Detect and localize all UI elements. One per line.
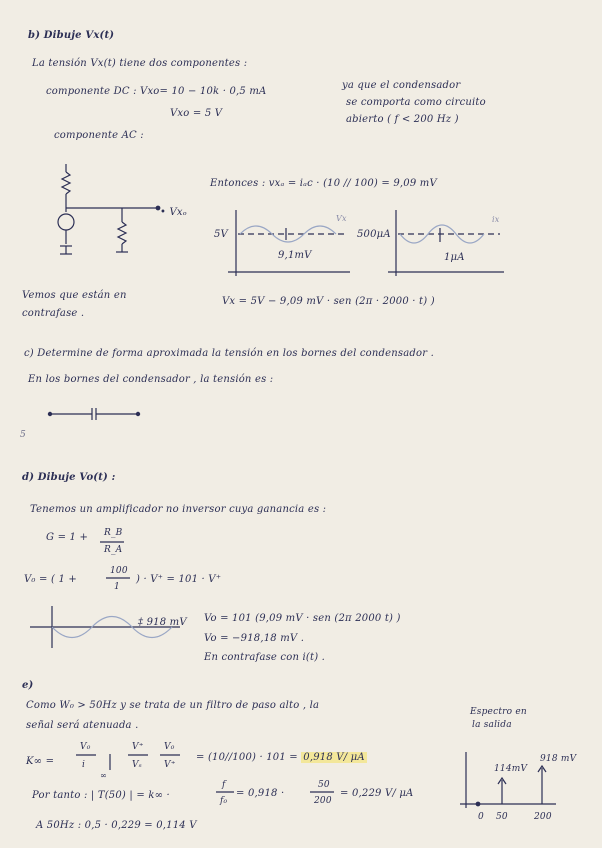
por-tanto-line: Por tanto : | T(50) | = k∞ · bbox=[32, 790, 170, 801]
waveform-2 bbox=[388, 210, 504, 276]
e-text-1: Como W₀ > 50Hz y se trata de un filtro de paso alto , la bbox=[26, 700, 320, 711]
wave2-amp-label: 1μA bbox=[444, 252, 465, 263]
circuit-diagram bbox=[58, 164, 160, 254]
k-infinity-formula: K∞ = bbox=[26, 756, 55, 767]
gain-formula-num: R_B bbox=[104, 528, 123, 538]
vo-formula-num: 100 bbox=[110, 566, 128, 576]
circuit-vxo-label: • Vxₒ bbox=[160, 207, 187, 218]
tf-frac1-num: f bbox=[222, 780, 226, 790]
section-d-title: d) Dibuje Vo(t) : bbox=[22, 472, 116, 483]
vo-formula-right: ) · V⁺ = 101 · V⁺ bbox=[136, 574, 222, 585]
vo-formula-left: V₀ = ( 1 + bbox=[24, 574, 77, 585]
k-infinity-sub: ∞ bbox=[100, 771, 107, 780]
spectrum-title-1: Espectro en bbox=[470, 707, 527, 717]
wave1-amp-label: 9,1mV bbox=[278, 250, 312, 261]
e-text-2: señal será atenuada . bbox=[26, 720, 139, 731]
wave1-dc-label: 5V bbox=[214, 229, 228, 240]
dc-component-line: componente DC : Vxo= 10 − 10k · 0,5 mA bbox=[46, 86, 267, 97]
contrafase-note-2: contrafase . bbox=[22, 308, 85, 319]
k-frac1-den: i bbox=[82, 760, 86, 770]
k-frac1-num: V₀ bbox=[80, 742, 91, 752]
spectrum-title-2: la salida bbox=[472, 720, 512, 730]
wave2-dc-label: 500μA bbox=[357, 229, 391, 240]
vo-formula-den: 1 bbox=[114, 582, 120, 592]
k-result-highlight: 0,918 V/ μA bbox=[303, 752, 365, 763]
dc-note-2: se comporta como circuito bbox=[346, 97, 486, 108]
contrafase-note-1: Vemos que están en bbox=[22, 290, 127, 301]
ac-component-label: componente AC : bbox=[54, 130, 144, 141]
vxo-value: Vxo = 5 V bbox=[170, 108, 223, 119]
vo-result-2: Vo = −918,18 mV . bbox=[204, 633, 305, 644]
d-text: Tenemos un amplificador no inversor cuya ganancia es : bbox=[30, 504, 327, 515]
capacitor-symbol bbox=[48, 408, 139, 420]
c-text: En los bornes del condensador , la tensión es : bbox=[28, 374, 274, 385]
b-intro: La tensión Vx(t) tiene dos componentes : bbox=[32, 58, 248, 69]
gain-formula-left: G = 1 + bbox=[46, 532, 89, 543]
k-frac2-den: Vₛ bbox=[132, 760, 142, 770]
k-frac2-num: V⁺ bbox=[132, 742, 144, 752]
dc-note-3: abierto ( f < 200 Hz ) bbox=[346, 114, 459, 125]
gain-formula-den: R_A bbox=[104, 545, 123, 555]
final-line: A 50Hz : 0,5 · 0,229 = 0,114 V bbox=[36, 820, 197, 831]
waveform-1 bbox=[228, 210, 350, 276]
k-formula-rhs: = (10//100) · 101 = 0,918 V/ μA bbox=[196, 752, 365, 763]
wave1-vx-label: Vx bbox=[336, 214, 347, 223]
dc-note-1: ya que el condensador bbox=[342, 80, 461, 91]
spectrum-plot bbox=[460, 752, 556, 808]
c-number: 5 bbox=[20, 430, 26, 440]
section-b-title: b) Dibuje Vx(t) bbox=[28, 30, 115, 41]
section-c-title: c) Determine de forma aproximada la tensión en los bornes del condensador . bbox=[24, 348, 434, 359]
tf-frac1-den: f₀ bbox=[220, 796, 228, 806]
wave3-amp-label: ‡ 918 mV bbox=[138, 617, 187, 628]
k-frac3-num: V₀ bbox=[164, 742, 175, 752]
tf-result: = 0,229 V/ μA bbox=[340, 788, 414, 799]
spectrum-tick-200: 200 bbox=[534, 812, 552, 822]
tf-mid: = 0,918 · bbox=[236, 788, 285, 799]
section-e-title: e) bbox=[22, 680, 34, 691]
spectrum-tick-50: 50 bbox=[496, 812, 508, 822]
vx-result: Vx = 5V − 9,09 mV · sen (2π · 2000 · t) ) bbox=[222, 296, 435, 307]
k-frac3-den: V⁺ bbox=[164, 760, 176, 770]
tf-frac2-num: 50 bbox=[318, 780, 330, 790]
spectrum-label-918: 918 mV bbox=[540, 754, 577, 764]
wave2-ix-label: ix bbox=[492, 215, 500, 224]
vo-result-3: En contrafase con i(t) . bbox=[204, 652, 326, 663]
spectrum-label-114: 114mV bbox=[494, 764, 528, 774]
tf-frac2-den: 200 bbox=[314, 796, 332, 806]
waveform-3 bbox=[30, 606, 180, 648]
vo-result-1: Vo = 101 (9,09 mV · sen (2π 2000 t) ) bbox=[204, 613, 401, 624]
spectrum-tick-0: 0 bbox=[478, 812, 484, 822]
vx-ac-equation: Entonces : vxₐ = iₐc · (10 // 100) = 9,09 mV bbox=[210, 178, 437, 189]
